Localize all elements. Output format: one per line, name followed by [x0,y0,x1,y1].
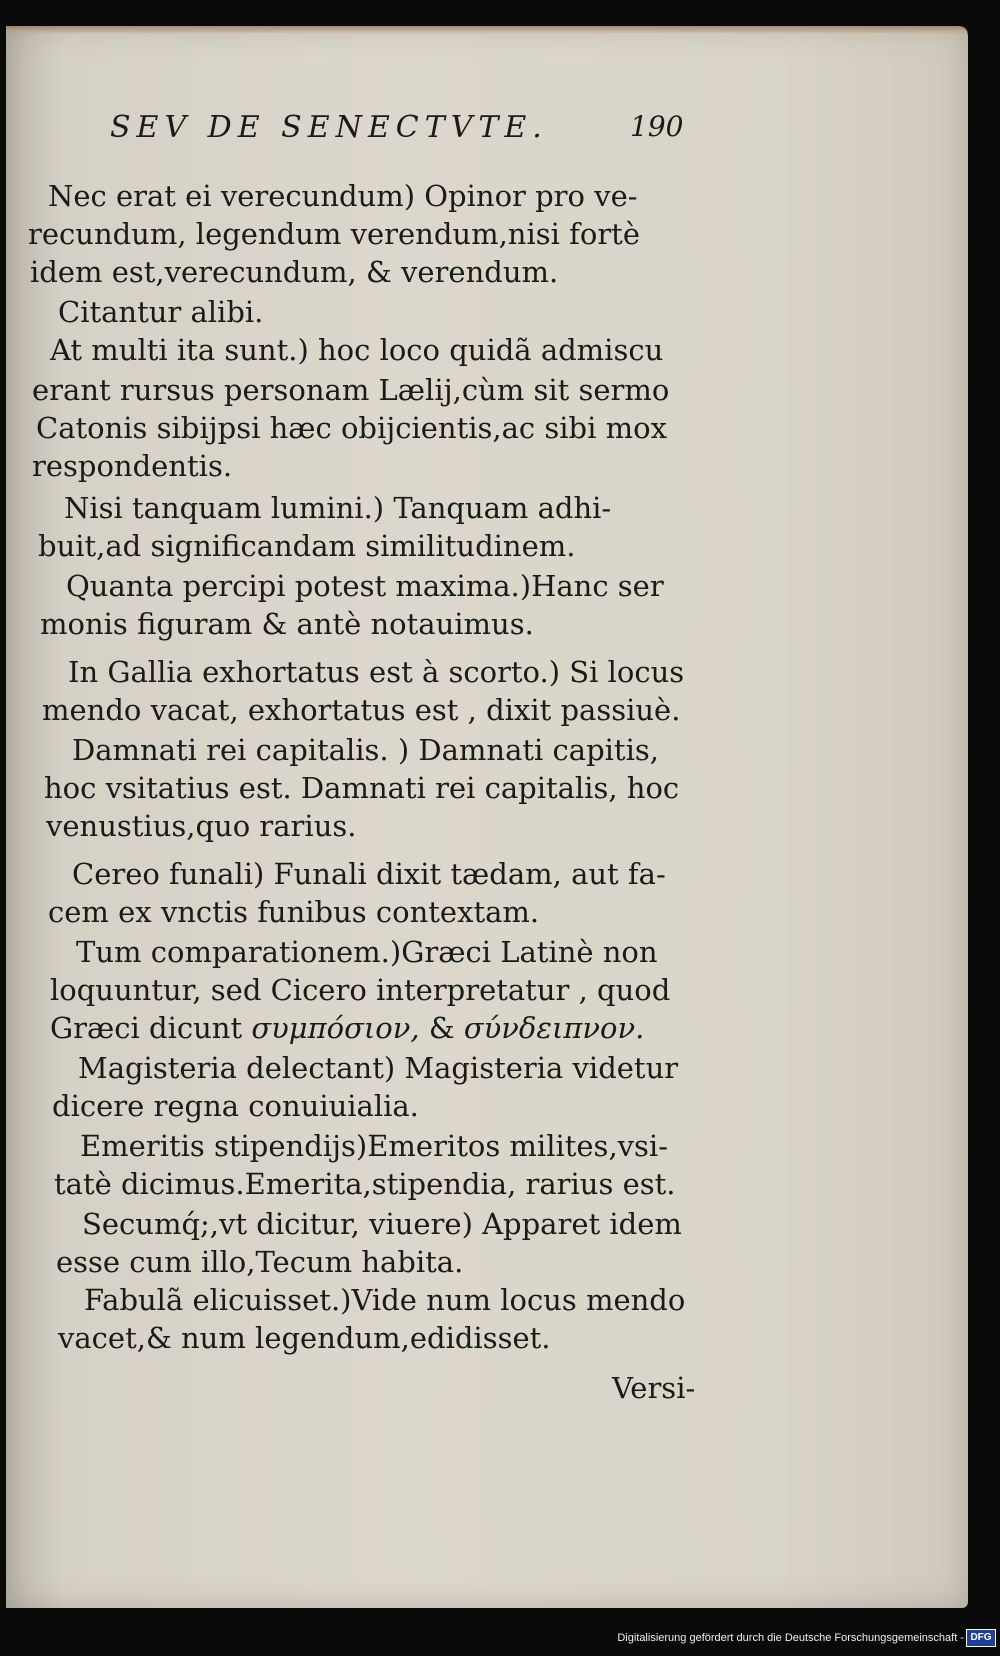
text-line: Secumq́;,vt dicitur, viuere) Apparet idem [82,1207,682,1241]
dfg-logo: DFG [966,1629,996,1647]
text-line: monis figuram & antè notauimus. [40,607,534,641]
text-line: dicere regna conuiuialia. [52,1089,419,1123]
text-line: In Gallia exhortatus est à scorto.) Si locus [68,655,685,689]
text-line: loquuntur, sed Cicero interpretatur , quod [50,973,671,1007]
text-line: At multi ita sunt.) hoc loco quidã admiscu [50,333,664,367]
text-fragment: & [428,1011,455,1045]
book-page [6,26,968,1608]
text-line: Magisteria delectant) Magisteria videtur [78,1051,679,1085]
text-line: idem est,verecundum, & verendum. [30,255,559,289]
text-line: Citantur alibi. [58,295,264,329]
greek-word: σύνδειπνον. [463,1011,645,1045]
text-line: mendo vacat, exhortatus est , dixit passiuè. [42,693,681,727]
running-head [110,110,710,160]
text-line: Quanta percipi potest maxima.)Hanc ser [66,569,664,603]
catchword: Versi- [612,1371,696,1405]
text-fragment: Græci dicunt [50,1011,243,1045]
text-line: Nisi tanquam lumini.) Tanquam adhi- [64,491,612,525]
text-line: Tum comparationem.)Græci Latinè non [76,935,658,969]
text-line: venustius,quo rarius. [46,809,357,843]
text-line: Fabulã elicuisset.)Vide num locus mendo [84,1283,686,1317]
text-line: esse cum illo,Tecum habita. [56,1245,464,1279]
text-line: Emeritis stipendijs)Emeritos milites,vsi- [80,1129,669,1163]
text-line: buit,ad significandam similitudinem. [38,529,576,563]
page-text-block [28,26,728,1426]
text-line: Catonis sibijpsi hæc obijcientis,ac sibi mox [36,411,667,445]
text-line: respondentis. [32,449,233,483]
text-line: Damnati rei capitalis. ) Damnati capitis, [72,733,659,767]
text-line: cem ex vnctis funibus contextam. [48,895,540,929]
text-line: tatè dicimus.Emerita,stipendia, rarius est. [54,1167,676,1201]
greek-word: συμπόσιον, [251,1011,420,1045]
text-line: Cereo funali) Funali dixit tædam, aut fa- [72,857,666,891]
running-title: SEV DE SENECTVTE. [110,110,548,145]
text-line: hoc vsitatius est. Damnati rei capitalis, hoc [44,771,680,805]
text-line: Nec erat ei verecundum) Opinor pro ve- [48,179,638,213]
text-line-with-greek [50,1010,644,1046]
text-line: vacet,& num legendum,edidisset. [58,1321,551,1355]
text-line: erant rursus personam Lælij,cùm sit sermo [32,373,670,407]
page-number: 190 [630,110,684,143]
digitization-credit: Digitalisierung gefördert durch die Deutsche Forschungsgemeinschaft - [617,1632,964,1644]
text-line: recundum, legendum verendum,nisi fortè [28,217,641,251]
